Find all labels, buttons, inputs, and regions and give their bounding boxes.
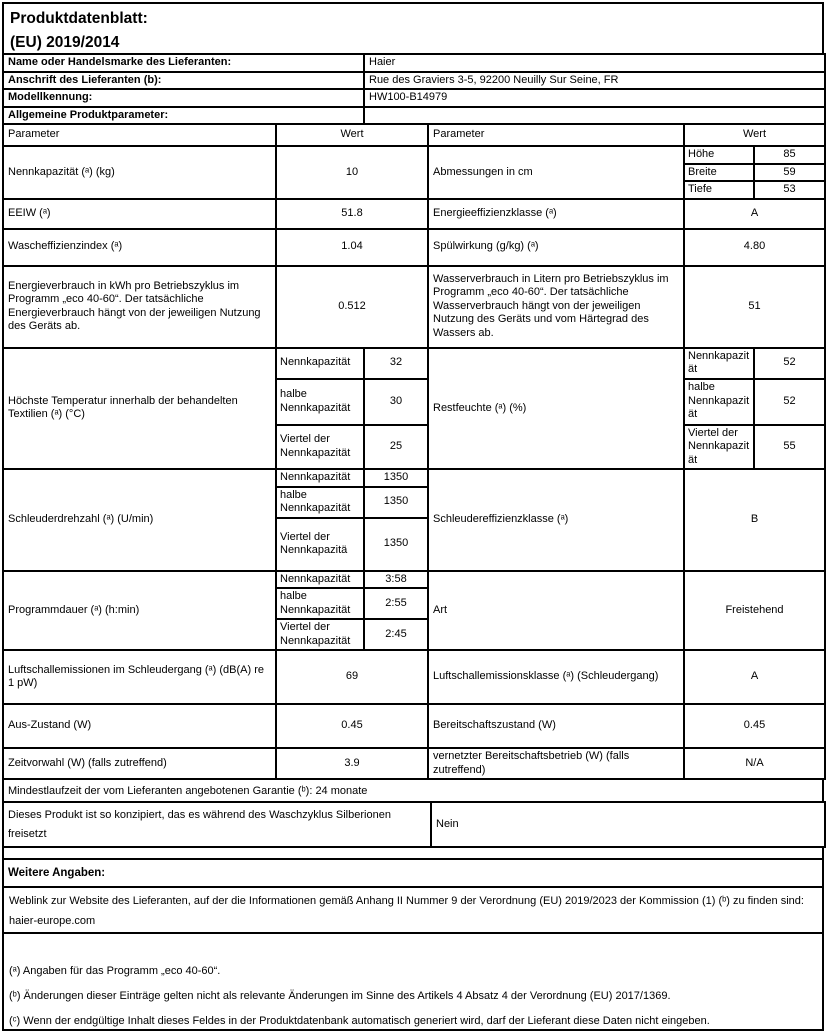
schleuder-viertel-value: 1350 [364, 518, 428, 571]
spuelwirkung-value: 4.80 [684, 229, 825, 266]
row-energieverbrauch [3, 266, 825, 348]
supplier-name-label: Name oder Handelsmarke des Lieferanten: [3, 54, 364, 72]
energieeffizienzklasse-value: A [684, 199, 825, 229]
footnote-a: (ᵃ) Angaben für das Programm „eco 40-60“. [9, 965, 221, 977]
schleudereffizienzklasse-value: B [684, 469, 825, 571]
art-label: Art [428, 571, 684, 651]
wascheffizienzindex-label: Wascheffizienzindex (ᵃ) [3, 229, 276, 266]
silberionen-value: Nein [431, 802, 825, 847]
row-luftschallemissionen [3, 650, 825, 704]
wasserverbrauch-value: 51 [684, 266, 825, 348]
schleuder-halbe-label: halbe Nennkapazität [276, 487, 364, 518]
model-id-label: Modellkennung: [3, 89, 364, 107]
weblink-row [2, 886, 824, 934]
weblink-text: Weblink zur Website des Lieferanten, auf der die Informationen gemäß Anhang II Nummer 9 der Verordnung (EU) 2019/2023 der Kommission (1) (ᵇ) zu finden sind: haier-europe.com [9, 895, 804, 927]
row-eeiw [3, 199, 825, 229]
model-id-row [3, 89, 825, 107]
spuelwirkung-label: Spülwirkung (g/kg) (ᵃ) [428, 229, 684, 266]
zeitvorwahl-label: Zeitvorwahl (W) (falls zutreffend) [3, 748, 276, 779]
regulation-number: (EU) 2019/2014 [10, 34, 120, 51]
row-programmdauer [3, 571, 825, 589]
row-schleuderdrehzahl [3, 469, 825, 487]
restfeuchte-viertel-value: 55 [754, 425, 825, 470]
general-parameters-row [3, 107, 825, 125]
weitere-angaben-label: Weitere Angaben: [8, 867, 106, 879]
bereitschaftszustand-value: 0.45 [684, 704, 825, 748]
energieverbrauch-value: 0.512 [276, 266, 428, 348]
vernetzter-bereitschaftsbetrieb-value: N/A [684, 748, 825, 779]
temperatur-viertel-value: 25 [364, 425, 428, 470]
programmdauer-label: Programmdauer (ᵃ) (h:min) [3, 571, 276, 651]
abmessungen-label: Abmessungen in cm [428, 146, 684, 199]
abmessungen-breite-label: Breite [684, 164, 754, 182]
silberionen-label: Dieses Produkt ist so konzipiert, das es während des Waschzyklus Silberionen freisetzt [3, 802, 431, 847]
row-wascheffizienzindex [3, 229, 825, 266]
temperatur-halbe-value: 30 [364, 379, 428, 425]
produktdatenblatt-document [2, 2, 824, 1031]
programmdauer-nenn-value: 3:58 [364, 571, 428, 589]
luftschallemissionen-label: Luftschallemissionen im Schleudergang (ᵃ) (dB(A) re 1 pW) [3, 650, 276, 704]
wascheffizienzindex-value: 1.04 [276, 229, 428, 266]
supplier-address-label: Anschrift des Lieferanten (b): [3, 72, 364, 90]
product-parameters-table [2, 123, 826, 780]
eeiw-label: EEIW (ᵃ) [3, 199, 276, 229]
weitere-angaben-row [2, 858, 824, 888]
silberionen-row [2, 801, 826, 848]
header-wert-left: Wert [276, 124, 428, 146]
programmdauer-nenn-label: Nennkapazität [276, 571, 364, 589]
nennkapazitaet-value: 10 [276, 146, 428, 199]
document-title: Produktdatenblatt: [10, 10, 148, 27]
art-value: Freistehend [684, 571, 825, 651]
abmessungen-hoehe-label: Höhe [684, 146, 754, 164]
programmdauer-viertel-label: Viertel der Nennkapazität [276, 619, 364, 650]
restfeuchte-viertel-label: Viertel der Nennkapazität [684, 425, 754, 470]
temperatur-nenn-value: 32 [364, 348, 428, 379]
aus-zustand-value: 0.45 [276, 704, 428, 748]
supplier-info-table [2, 53, 826, 125]
schleuder-viertel-label: Viertel der Nennkapazitä [276, 518, 364, 571]
title-block [2, 2, 824, 55]
header-wert-right: Wert [684, 124, 825, 146]
footnote-c: (ᶜ) Wenn der endgültige Inhalt dieses Feldes in der Produktdatenbank automatisch generiert wird, darf der Lieferant diese Daten nicht eingeben. [9, 1015, 710, 1027]
model-id-value: HW100-B14979 [364, 89, 825, 107]
luftschallemissionen-value: 69 [276, 650, 428, 704]
temperatur-halbe-label: halbe Nennkapazität [276, 379, 364, 425]
row-nennkapazitaet-abmessungen [3, 146, 825, 164]
programmdauer-halbe-label: halbe Nennkapazität [276, 588, 364, 619]
energieverbrauch-label: Energieverbrauch in kWh pro Betriebszyklus im Programm „eco 40-60“. Der tatsächliche Energieverbrauch hängt von der jeweiligen Nutzung des Geräts ab. [3, 266, 276, 348]
supplier-address-row [3, 72, 825, 90]
abmessungen-tiefe-value: 53 [754, 181, 825, 199]
abmessungen-breite-value: 59 [754, 164, 825, 182]
zeitvorwahl-value: 3.9 [276, 748, 428, 779]
restfeuchte-halbe-label: halbe Nennkapazität [684, 379, 754, 425]
restfeuchte-nenn-value: 52 [754, 348, 825, 379]
schleuderdrehzahl-label: Schleuderdrehzahl (ᵃ) (U/min) [3, 469, 276, 571]
vernetzter-bereitschaftsbetrieb-label: vernetzter Bereitschaftsbetrieb (W) (falls zutreffend) [428, 748, 684, 779]
supplier-name-row [3, 54, 825, 72]
row-zeitvorwahl [3, 748, 825, 779]
abmessungen-tiefe-label: Tiefe [684, 181, 754, 199]
schleuder-nenn-label: Nennkapazität [276, 469, 364, 487]
footnotes-block [2, 932, 824, 1031]
table-header-row [3, 124, 825, 146]
schleuder-nenn-value: 1350 [364, 469, 428, 487]
abmessungen-hoehe-value: 85 [754, 146, 825, 164]
restfeuchte-nenn-label: Nennkapazität [684, 348, 754, 379]
row-temperatur-restfeuchte [3, 348, 825, 379]
luftschallemissionsklasse-value: A [684, 650, 825, 704]
general-parameters-value [364, 107, 825, 125]
general-parameters-label: Allgemeine Produktparameter: [3, 107, 364, 125]
header-parameter-right: Parameter [428, 124, 684, 146]
eeiw-value: 51.8 [276, 199, 428, 229]
restfeuchte-label: Restfeuchte (ᵃ) (%) [428, 348, 684, 470]
temperatur-viertel-label: Viertel der Nennkapazität [276, 425, 364, 470]
garantie-row [2, 778, 824, 803]
wasserverbrauch-label: Wasserverbrauch in Litern pro Betriebszyklus im Programm „eco 40-60“. Der tatsächliche Wasserverbrauch hängt von der jeweiligen Nutzung des Geräts und vom Härtegrad des Wassers ab. [428, 266, 684, 348]
supplier-address-value: Rue des Graviers 3-5, 92200 Neuilly Sur Seine, FR [364, 72, 825, 90]
programmdauer-halbe-value: 2:55 [364, 588, 428, 619]
temperatur-nenn-label: Nennkapazität [276, 348, 364, 379]
energieeffizienzklasse-label: Energieeffizienzklasse (ᵃ) [428, 199, 684, 229]
row-aus-zustand [3, 704, 825, 748]
restfeuchte-halbe-value: 52 [754, 379, 825, 425]
programmdauer-viertel-value: 2:45 [364, 619, 428, 650]
aus-zustand-label: Aus-Zustand (W) [3, 704, 276, 748]
nennkapazitaet-label: Nennkapazität (ᵃ) (kg) [3, 146, 276, 199]
schleuder-halbe-value: 1350 [364, 487, 428, 518]
footnote-b: (ᵇ) Änderungen dieser Einträge gelten nicht als relevante Änderungen im Sinne des Artikels 4 Absatz 4 der Verordnung (EU) 2017/1369. [9, 990, 671, 1002]
hoechste-temperatur-label: Höchste Temperatur innerhalb der behandelten Textilien (ᵃ) (°C) [3, 348, 276, 470]
supplier-name-value: Haier [364, 54, 825, 72]
header-parameter-left: Parameter [3, 124, 276, 146]
garantie-text: Mindestlaufzeit der vom Lieferanten angebotenen Garantie (ᵇ): 24 monate [8, 784, 368, 797]
luftschallemissionsklasse-label: Luftschallemissionsklasse (ᵃ) (Schleudergang) [428, 650, 684, 704]
bereitschaftszustand-label: Bereitschaftszustand (W) [428, 704, 684, 748]
schleudereffizienzklasse-label: Schleudereffizienzklasse (ᵃ) [428, 469, 684, 571]
